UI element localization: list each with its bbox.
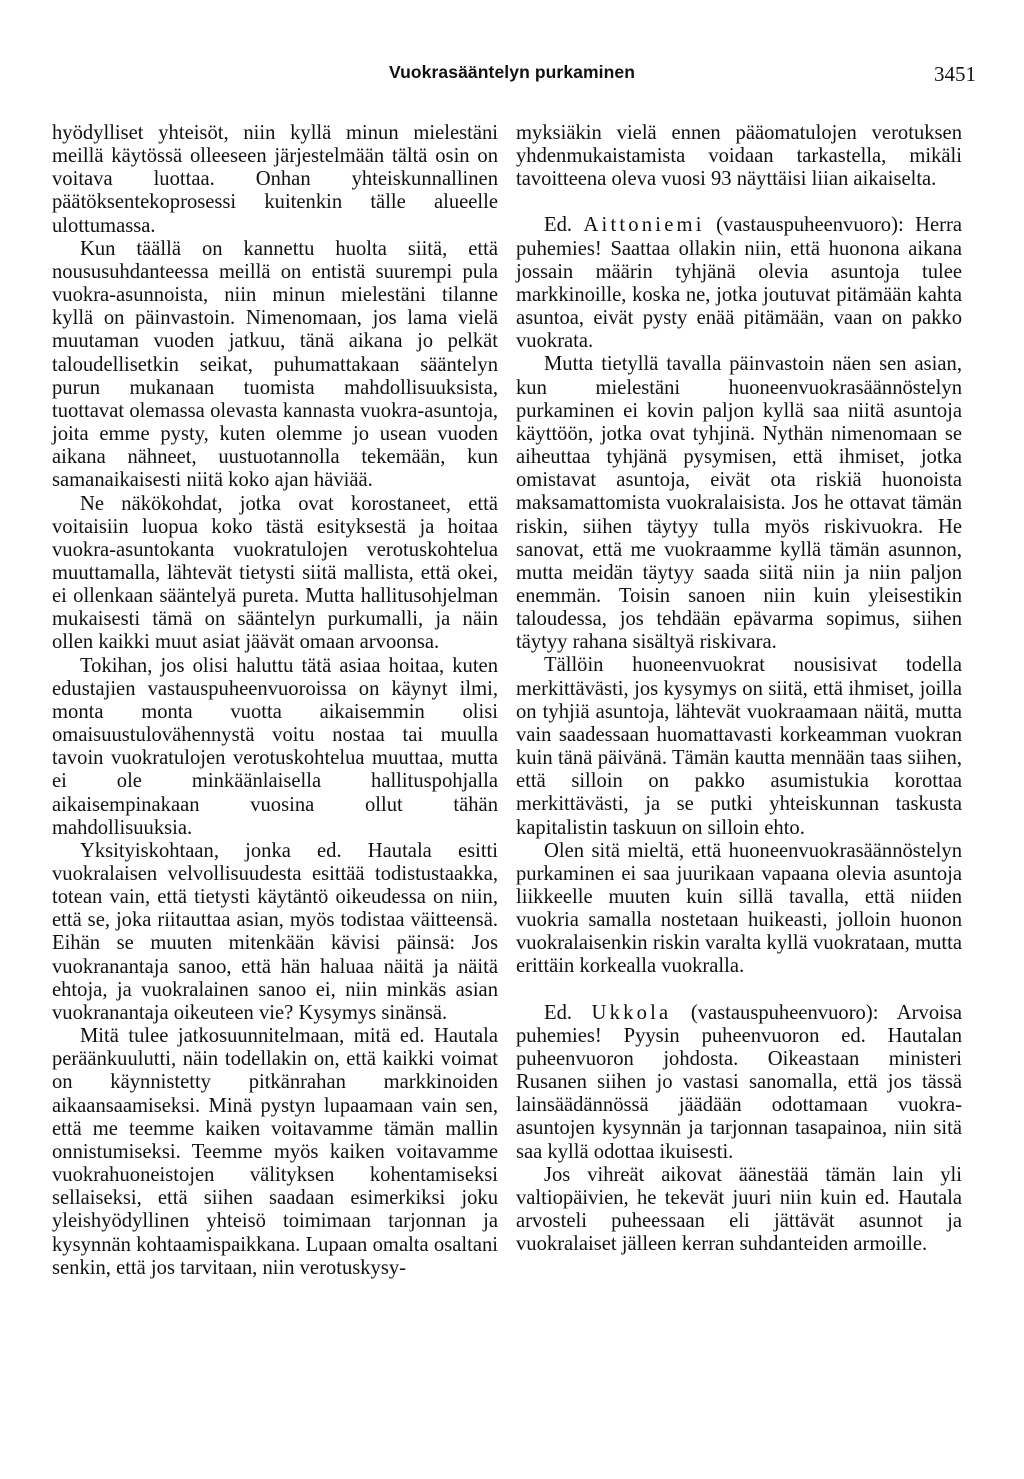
speech-text: Arvoisa puhemies! Pyysin puheenvuoron ed. Hautalan puheenvuoron johdosta. Oikeastaan ministeri Rusanen siihen jo vastasi sanomalla, että jos tässä lainsäädännössä jäädään odottamaan vuokra-asuntojen kysynnän ja tarjonnan tasapainoa, niin sitä saa kyllä odottaa ikuisesti. bbox=[516, 1001, 962, 1163]
paragraph: myksiäkin vielä ennen pääomatulojen verotuksen yhdenmukaistamista voidaan tarkastella, mikäli tavoitteena oleva vuosi 93 näyttäisi liian aikaiselta. bbox=[516, 122, 962, 191]
paragraph: Yksityiskohtaan, jonka ed. Hautala esitti vuokralaisen velvollisuudesta esittää todistustaakka, totean vain, että tietysti käytäntö oikeudessa on niin, että se, joka riitauttaa asian, myös todistaa väitteensä. Eihän se muuten mitenkään kävisi päinsä: Jos vuokranantaja sanoo, että hän haluaa näitä ja näitä ehtoja, ja vuokralainen sanoo ei, niin minkäs asian vuokranantaja oikeuteen vie? Kysymys sinänsä. bbox=[52, 839, 498, 1024]
paragraph: hyödylliset yhteisöt, niin kyllä minun mielestäni meillä käytössä olleeseen järjestelmään tältä osin on voitava luottaa. Onhan yhteiskunnallinen päätöksentekoprosessi kuitenkin tälle alueelle ulottumassa. bbox=[52, 122, 498, 237]
speaker-name: Aittoniemi bbox=[583, 214, 705, 237]
speech-tag: (vastauspuheenvuoro): bbox=[716, 214, 904, 237]
paragraph: Mutta tietyllä tavalla päinvastoin näen sen asian, kun mielestäni huoneenvuokrasäännöstelyn purkaminen ei kovin paljon kyllä saa niitä asuntoja käyttöön, jotka ovat tyhjinä. Nythän nimenomaan se aiheuttaa tyhjänä pysymisen, että ihmiset, jotka omistavat asuntoja, eivät ota riskiä huonoista maksamattomista vuokralaisista. Jos he ottavat tämän riskin, siihen täytyy tulla myös riskivuokra. He sanovat, että me vuokraamme kyllä tämän asunnon, mutta meidän täytyy saada siitä niin ja niin paljon enemmän. Toisin sanoen niin kuin yleisestikin taloudessa, jos tehdään epävarma sopimus, siihen täytyy rahana sisältyä riskivara. bbox=[516, 353, 962, 654]
speech-ukkola bbox=[516, 1002, 962, 1164]
running-title: Vuokrasääntelyn purkaminen bbox=[388, 62, 636, 82]
page-header bbox=[50, 62, 974, 92]
paragraph: Kun täällä on kannettu huolta siitä, että noususuhdanteessa meillä on entistä suurempi pula vuokra-asunnoista, niin minun mielestäni tilanne kyllä on päinvastoin. Nimenomaan, jos lama vielä muutaman vuoden jatkuu, tänä aikana jo pelkät taloudellisetkin seikat, puhumattakaan sääntelyn purun mukanaan tuomista mahdollisuuksista, tuottavat olemassa olevasta kannasta vuokra-asuntoja, joita emme pysty, kuten olemme jo usean vuoden aikana nähneet, uustuotannolla tekemään, kun samanaikaisesti niitä koko ajan häviää. bbox=[52, 237, 498, 492]
paragraph: Tällöin huoneenvuokrat nousisivat todella merkittävästi, jos kysymys on siitä, että ihmiset, joilla on tyhjiä asuntoja, lähtevät vuokraamaan näitä, mutta vain saadessaan huomattavasti korkeamman vuokran kuin tänä päivänä. Tämän kautta mennään taas siihen, että silloin on pakko asumistukia korottaa merkittävästi, ja se putki yhteiskunnan taskusta kapitalistin taskuun on silloin ehto. bbox=[516, 654, 962, 839]
paragraph: Tokihan, jos olisi haluttu tätä asiaa hoitaa, kuten edustajien vastauspuheenvuoroissa on käynyt ilmi, monta monta vuotta aikaisemmin olisi omaisuustulovähennystä voitu nostaa tai muulla tavoin vuokratulojen verotuskohtelua muuttaa, mutta ei ole minkäänlaisella hallituspohjalla aikaisempinakaan vuosina ollut tähän mahdollisuuksia. bbox=[52, 654, 498, 839]
speaker-name: Ukkola bbox=[591, 1001, 672, 1024]
speech-aittoniemi bbox=[516, 214, 962, 353]
paragraph: Mitä tulee jatkosuunnitelmaan, mitä ed. Hautala peräänkuulutti, näin todellakin on, että kaikki voimat on käynnistetty pitkänrahan markkinoiden aikaansaamiseksi. Minä pystyn lupaamaan vain sen, että me teemme kaiken voitavamme tämän mallin onnistumiseksi. Teemme myös kaiken voitavamme vuokrahuoneistojen välityksen kohentamiseksi sellaiseksi, että siihen saadaan esimerkiksi joku yleishyödyllinen yhteisö toimimaan tarjonnan ja kysynnän kohtaamispaikkana. Lupaan omalta osaltani senkin, että jos tarvitaan, niin verotuskysy- bbox=[52, 1025, 498, 1279]
speech-prefix: Ed. bbox=[544, 1001, 573, 1024]
right-column bbox=[516, 122, 962, 1256]
paragraph: Jos vihreät aikovat äänestää tämän lain yli valtiopäivien, he tekevät juuri niin kuin ed. Hautala arvosteli puheessaan eli jättävät asunnot ja vuokralaiset jälleen kerran suhdanteiden armoille. bbox=[516, 1163, 962, 1256]
page-number: 3451 bbox=[934, 62, 976, 86]
left-column bbox=[52, 122, 498, 1280]
speech-tag: (vastauspuheenvuoro): bbox=[690, 1001, 879, 1024]
paragraph: Ne näkökohdat, jotka ovat korostaneet, että voitaisiin luopua koko tästä esityksestä ja hoitaa vuokra-asuntokanta vuokratulojen verotuskohtelua muuttamalla, lähtevät tietysti siitä mallista, että okei, ei ollenkaan sääntelyä pureta. Mutta hallitusohjelman mukaisesti tämä on sääntelyn purkumalli, ja näin ollen kaikki muut asiat jäävät omaan arvoonsa. bbox=[52, 492, 498, 654]
speech-text: Herra puhemies! Saattaa ollakin niin, että huonona aikana jossain määrin tyhjänä olevia asuntoja tulee markkinoille, koska ne, jotka joutuvat pitämään kahta asuntoa, eivät pysty enää pitämään, vaan on pakko vuokrata. bbox=[516, 214, 962, 353]
speech-prefix: Ed. bbox=[544, 214, 573, 237]
paragraph: Olen sitä mieltä, että huoneenvuokrasäännöstelyn purkaminen ei saa juurikaan vapaana olevia asuntoja liikkeelle muuten kuin sillä tavalla, että niiden vuokria samalla nostetaan huikeasti, jolloin huonon vuokralaisenkin riskin varalta kyllä vuokrataan, mutta erittäin korkealla vuokralla. bbox=[516, 839, 962, 978]
